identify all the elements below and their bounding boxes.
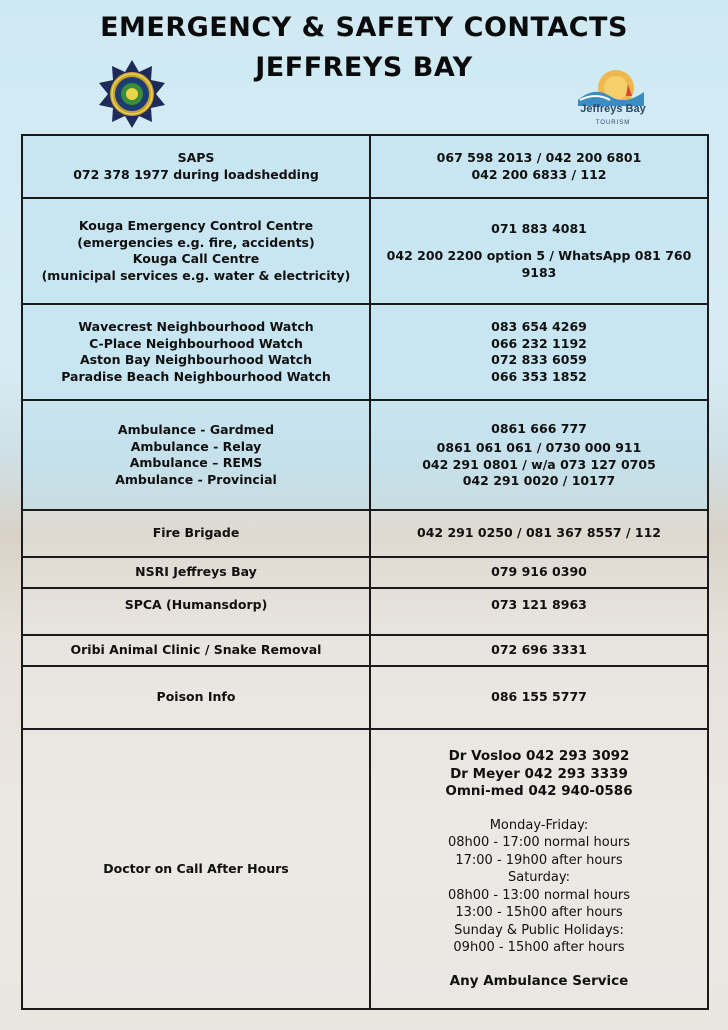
phone-number[interactable]: 072 696 3331 [370,635,708,666]
logo-text: Jeffreys Bay [580,103,646,115]
contact-number-cell [370,304,708,400]
phone-number[interactable]: 073 121 8963 [370,588,708,635]
contact-label: Doctor on Call After Hours [22,729,370,1009]
contact-label: Ambulance - Gardmed [117,422,275,437]
ambulance-service-note: Any Ambulance Service [449,972,629,989]
contact-label: Fire Brigade [22,510,370,557]
contact-label: Paradise Beach Neighbourhood Watch [61,368,331,384]
doctor-number[interactable]: Dr Vosloo 042 293 3092 [448,748,630,764]
hours-text: 08h00 - 17:00 normal hours [447,835,631,850]
table-row-oribi [22,635,708,666]
phone-number[interactable]: 042 291 0020 / 10177 [462,473,616,488]
phone-number[interactable]: 042 200 2200 option 5 / WhatsApp 081 760 9183 [386,248,692,280]
contact-label: Oribi Animal Clinic / Snake Removal [22,635,370,666]
table-row-doctor [22,729,708,1009]
table-row-nsri [22,557,708,588]
hours-text: Sunday & Public Holidays: [454,922,624,938]
contact-label: SPCA (Humansdorp) [22,588,370,635]
logo-subtext: TOURISM [595,120,631,126]
contact-label: Wavecrest Neighbourhood Watch [78,319,314,334]
contact-number-cell [370,729,708,1009]
contact-label: Kouga Emergency Control Centre [78,218,314,233]
contact-label-cell [22,198,370,304]
phone-number[interactable]: 066 232 1192 [491,335,587,351]
phone-number[interactable]: 066 353 1852 [491,368,587,384]
contact-label-cell [22,135,370,198]
hours-text: 08h00 - 13:00 normal hours [447,887,631,903]
contact-label: Poison Info [22,666,370,729]
phone-number[interactable]: 042 200 6833 / 112 [471,166,607,182]
doctor-number[interactable]: Omni-med 042 940-0586 [445,783,633,799]
phone-number[interactable]: 086 155 5777 [370,666,708,729]
contact-number-cell [370,400,708,510]
table-row-poison-info [22,666,708,729]
contact-number-cell [370,135,708,198]
contact-label: NSRI Jeffreys Bay [22,557,370,588]
contact-label: (emergencies e.g. fire, accidents) [77,234,315,250]
title-line-1: EMERGENCY & SAFETY CONTACTS [100,12,628,43]
contacts-table [21,134,709,1010]
contact-label: Ambulance – REMS [129,455,263,470]
table-row-saps [22,135,708,198]
hours-text: Monday-Friday: [489,817,589,833]
contact-label: Ambulance - Relay [130,438,262,454]
phone-number[interactable]: 072 833 6059 [491,352,587,367]
table-row-kouga [22,198,708,304]
hours-text: 09h00 - 15h00 after hours [453,940,625,955]
contact-number-cell [370,198,708,304]
doctor-number[interactable]: Dr Meyer 042 293 3339 [450,765,628,782]
phone-number[interactable]: 067 598 2013 / 042 200 6801 [436,150,642,165]
hours-text: 17:00 - 19h00 after hours [455,852,623,868]
contact-label: Ambulance - Provincial [115,471,277,487]
contact-label: (municipal services e.g. water & electricity) [41,267,351,283]
contact-label: Kouga Call Centre [132,251,260,266]
contact-label: SAPS [177,150,215,165]
table-row-fire-brigade [22,510,708,557]
contact-label: Aston Bay Neighbourhood Watch [79,352,313,367]
hours-text: Saturday: [507,870,571,885]
contact-label-cell [22,400,370,510]
phone-number[interactable]: 0861 061 061 / 0730 000 911 [436,440,642,455]
table-row-neighbourhood-watch [22,304,708,400]
contact-label-cell [22,304,370,400]
phone-number[interactable]: 083 654 4269 [491,319,587,334]
saps-star-badge-icon [96,58,168,130]
phone-number[interactable]: 042 291 0250 / 081 367 8557 / 112 [370,510,708,557]
table-row-spca [22,588,708,635]
title-line-2: JEFFREYS BAY [255,52,473,83]
phone-number[interactable]: 0861 666 777 [491,420,587,436]
phone-number[interactable]: 071 883 4081 [491,220,587,236]
phone-number[interactable]: 079 916 0390 [370,557,708,588]
contact-label: 072 378 1977 during loadshedding [73,166,319,182]
phone-number[interactable]: 042 291 0801 / w/a 073 127 0705 [422,456,656,472]
hours-text: 13:00 - 15h00 after hours [455,905,623,920]
table-row-ambulance [22,400,708,510]
contact-label: C-Place Neighbourhood Watch [89,335,303,351]
